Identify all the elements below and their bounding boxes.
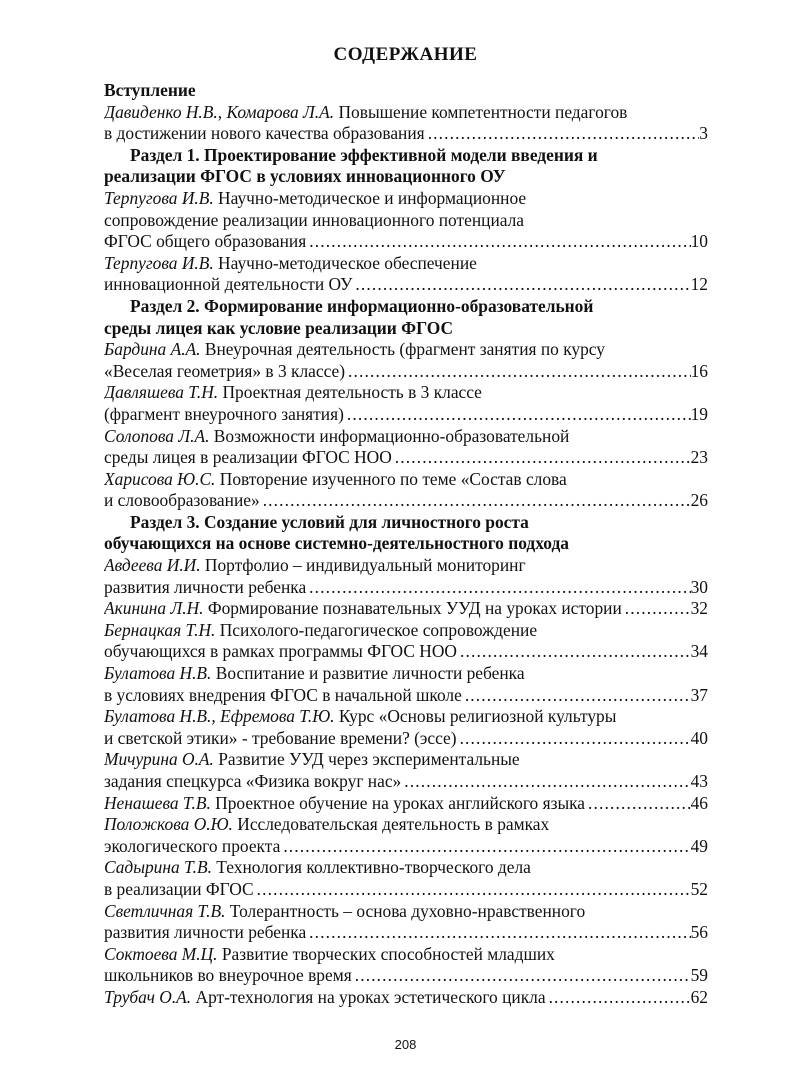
toc-entry [104, 749, 708, 792]
toc-entry-last-line [104, 274, 708, 296]
toc-entry-title: Толерантность – основа духовно-нравственного [225, 900, 586, 921]
toc-entry-last-line [104, 490, 708, 512]
toc-entry-page-number: 30 [690, 576, 708, 597]
toc-entry [104, 426, 708, 469]
toc-entry-author: Бардина А.А. [104, 339, 201, 360]
section-heading-line: Раздел 3. Создание условий для личностного роста [130, 511, 529, 532]
toc-entry-page-number: 62 [690, 986, 708, 1007]
toc-entry-author: Мичурина О.А. [104, 749, 214, 770]
toc-entry [104, 339, 708, 382]
dot-leader [306, 577, 690, 599]
toc-entry-title: Психолого-педагогическое сопровождение [215, 619, 538, 640]
toc-entry-first-line [104, 749, 708, 771]
toc-entry-last-line [104, 404, 708, 426]
toc-entry-page-number: 19 [690, 403, 708, 424]
toc-entry-first-line [104, 901, 708, 923]
toc-entry [104, 598, 708, 620]
dot-leader [344, 404, 691, 426]
toc-entry-title-end: в достижении нового качества образования [104, 123, 425, 144]
toc-entry-title: Научно-методическое и информационное [213, 187, 527, 208]
section-heading-line: обучающихся на основе системно-деятельностного подхода [104, 533, 569, 554]
toc-entry-last-line [104, 836, 708, 858]
toc-entry [104, 706, 708, 749]
toc-entry-last-line [104, 771, 708, 793]
toc-entry-first-line [104, 253, 708, 275]
toc-entry-first-line [104, 814, 708, 836]
toc-entry [104, 901, 708, 944]
toc-entry-title-end: школьников во внеурочное время [104, 965, 352, 986]
toc-entry-page-number: 59 [690, 965, 708, 986]
dot-leader [457, 641, 691, 663]
toc-entry-title: Повышение компетентности педагогов [334, 101, 628, 122]
toc-entry-page-number: 46 [690, 792, 708, 813]
toc-entry-author: Давляшева Т.Н. [104, 382, 219, 403]
toc-entry-title-end: развития личности ребенка [104, 922, 307, 943]
toc-entry-last-line [104, 879, 708, 901]
toc-entry-title-end: (фрагмент внеурочного занятия) [104, 403, 344, 424]
section-heading-line: Раздел 1. Проектирование эффективной модели введения и [130, 144, 598, 165]
toc-entry-page-number: 3 [699, 123, 708, 144]
toc-entry-page-number: 49 [690, 835, 708, 856]
dot-leader [306, 922, 690, 944]
toc-entry-last-line [104, 361, 708, 383]
toc-entry-last-line [104, 641, 708, 663]
toc-entry-page-number: 26 [690, 490, 708, 511]
toc-entry-author: Харисова Ю.С. [104, 468, 216, 489]
toc-entry-text [104, 598, 622, 620]
toc-entry-title: Проектное обучение на уроках английского языка [210, 792, 586, 813]
toc-entry-last-line [104, 728, 708, 750]
toc-entry-title: Арт-технология на уроках эстетического цикла [191, 986, 546, 1007]
toc-entry-author: Авдеева И.И. [104, 555, 201, 576]
toc-entry-title-end: и словообразование» [104, 490, 260, 511]
toc-entry-title-end: инновационной деятельности ОУ [104, 274, 353, 295]
toc-entry-page-number: 23 [690, 447, 708, 468]
toc-entry-title: Повторение изученного по теме «Состав слова [215, 468, 567, 489]
toc-entry-first-line [104, 555, 708, 577]
toc-entry-page-number: 52 [690, 878, 708, 899]
toc-entry-title: Портфолио – индивидуальный мониторинг [200, 555, 526, 576]
toc-entry-title-end: обучающихся в рамках программы ФГОС НОО [104, 641, 457, 662]
toc-entry-first-line [104, 706, 708, 728]
toc-entry-title-end: в реализации ФГОС [104, 878, 254, 899]
toc-entry-first-line [104, 663, 708, 685]
toc-entry-first-line [104, 188, 708, 210]
toc-entry-page-number: 10 [690, 231, 708, 252]
toc-entry-last-line [104, 987, 708, 1009]
toc-entry-first-line [104, 857, 708, 879]
toc-entry-page-number: 32 [690, 598, 708, 619]
section-heading [104, 512, 708, 555]
toc-entry-title-end: экологического проекта [104, 835, 281, 856]
toc-entry [104, 102, 708, 145]
toc-entry-last-line [104, 685, 708, 707]
dot-leader [254, 879, 691, 901]
toc-entry-first-line [104, 426, 708, 448]
section-heading [104, 296, 708, 339]
section-heading-line: Раздел 2. Формирование информационно-образовательной [130, 295, 594, 316]
dot-leader [546, 987, 691, 1009]
toc-entry [104, 663, 708, 706]
dot-leader [352, 965, 691, 987]
toc-entry-title-end: «Веселая геометрия» в 3 классе) [104, 360, 346, 381]
toc-entry [104, 814, 708, 857]
toc-entry-title: Внеурочная деятельность (фрагмент занятия по курсу [200, 339, 605, 360]
dot-leader [345, 361, 691, 383]
toc-entry [104, 188, 708, 253]
toc-entry-title: Научно-методическое обеспечение [213, 252, 477, 273]
dot-leader [401, 771, 690, 793]
toc-entry-page-number: 12 [690, 274, 708, 295]
toc-entry-title: Формирование познавательных УУД на уроках истории [203, 598, 622, 619]
toc-entry-page-number: 56 [690, 922, 708, 943]
toc-entry [104, 555, 708, 598]
toc-entry-title-end: ФГОС общего образования [104, 231, 307, 252]
toc-entry-author: Давиденко Н.В., Комарова Л.А. [104, 101, 335, 122]
toc-entry-first-line [104, 102, 708, 124]
toc-entry-title: Технология коллективно-творческого дела [211, 857, 531, 878]
toc-entry-text [104, 987, 546, 1009]
toc-entry-last-line [104, 793, 708, 815]
toc-entry-title: Курс «Основы религиозной культуры [334, 706, 617, 727]
toc-entry-page-number: 16 [690, 360, 708, 381]
toc-entry-author: Терпугова И.В. [104, 252, 214, 273]
section-heading [104, 145, 708, 188]
toc-entry [104, 253, 708, 296]
toc-entry-text [104, 793, 585, 815]
toc-entry-title-line: сопровождение реализации инновационного потенциала [104, 209, 525, 230]
toc-entry [104, 620, 708, 663]
dot-leader [457, 728, 691, 750]
toc-entry-author: Трубач О.А. [104, 986, 192, 1007]
toc-entry [104, 469, 708, 512]
toc-entry-last-line [104, 965, 708, 987]
page-number: 208 [394, 1037, 417, 1052]
dot-leader [392, 447, 691, 469]
dot-leader [352, 274, 690, 296]
dot-leader [622, 598, 691, 620]
toc-entry-title: Проектная деятельность в 3 классе [218, 382, 482, 403]
dot-leader [306, 231, 690, 253]
toc-entry-page-number: 40 [690, 727, 708, 748]
toc-entry-title-end: развития личности ребенка [104, 576, 307, 597]
toc-entry-author: Булатова Н.В., Ефремова Т.Ю. [104, 706, 335, 727]
toc-entry-author: Терпугова И.В. [104, 187, 214, 208]
toc-entry-title: Развитие творческих способностей младших [217, 943, 555, 964]
dot-leader [280, 836, 690, 858]
toc-entry-page-number: 37 [690, 684, 708, 705]
toc-entry-author: Бернацкая Т.Н. [104, 619, 216, 640]
toc-entry-title-end: среды лицея в реализации ФГОС НОО [104, 447, 392, 468]
toc-entry-title: Воспитание и развитие личности ребенка [211, 663, 525, 684]
dot-leader [260, 490, 691, 512]
toc-entry-title: Исследовательская деятельность в рамках [232, 814, 550, 835]
toc-entry-author: Соктоева М.Ц. [104, 943, 218, 964]
toc-entry-author: Светличная Т.В. [104, 900, 226, 921]
toc-entry-author: Булатова Н.В. [104, 663, 212, 684]
toc-entry-author: Садырина Т.В. [104, 857, 212, 878]
toc-entry-last-line [104, 598, 708, 620]
toc-entry-first-line [104, 339, 708, 361]
toc-entry-last-line [104, 577, 708, 599]
dot-leader [462, 685, 691, 707]
toc-entry-title: Возможности информационно-образовательной [209, 425, 570, 446]
toc-entry-first-line [104, 382, 708, 404]
toc-entry-author: Акинина Л.Н. [104, 598, 204, 619]
toc-entry [104, 987, 708, 1009]
toc-entry [104, 382, 708, 425]
toc-entry-author: Положкова О.Ю. [104, 814, 233, 835]
toc-entry-first-line [104, 469, 708, 491]
toc-entry-last-line [104, 447, 708, 469]
toc-entry [104, 944, 708, 987]
toc-entry-last-line [104, 231, 708, 253]
page-title: СОДЕРЖАНИЕ [333, 44, 478, 65]
intro-heading: Вступление [104, 80, 196, 100]
toc-entry-first-line [104, 944, 708, 966]
toc-entry-author: Солопова Л.А. [104, 425, 210, 446]
toc-entry-title-end: задания спецкурса «Физика вокруг нас» [104, 771, 402, 791]
toc-entry [104, 857, 708, 900]
toc-entry-page-number: 43 [690, 771, 708, 791]
dot-leader [425, 123, 700, 145]
toc-entry [104, 793, 708, 815]
toc-entry-first-line [104, 620, 708, 642]
toc-entry-title-end: в условиях внедрения ФГОС в начальной школе [104, 684, 462, 705]
section-heading-line: реализации ФГОС в условиях инновационного ОУ [104, 166, 506, 187]
toc-entry-title: Развитие УУД через экспериментальные [213, 749, 520, 770]
section-heading-line: среды лицея как условие реализации ФГОС [104, 317, 454, 338]
toc-entry-last-line [104, 922, 708, 944]
toc-entry-author: Ненашева Т.В. [104, 792, 211, 813]
toc-entry-last-line [104, 123, 708, 145]
toc-entry-title-end: и светской этики» - требование времени? (эссе) [104, 727, 457, 748]
dot-leader [585, 793, 691, 815]
table-of-contents [104, 80, 708, 1009]
toc-entry-page-number: 34 [690, 641, 708, 662]
